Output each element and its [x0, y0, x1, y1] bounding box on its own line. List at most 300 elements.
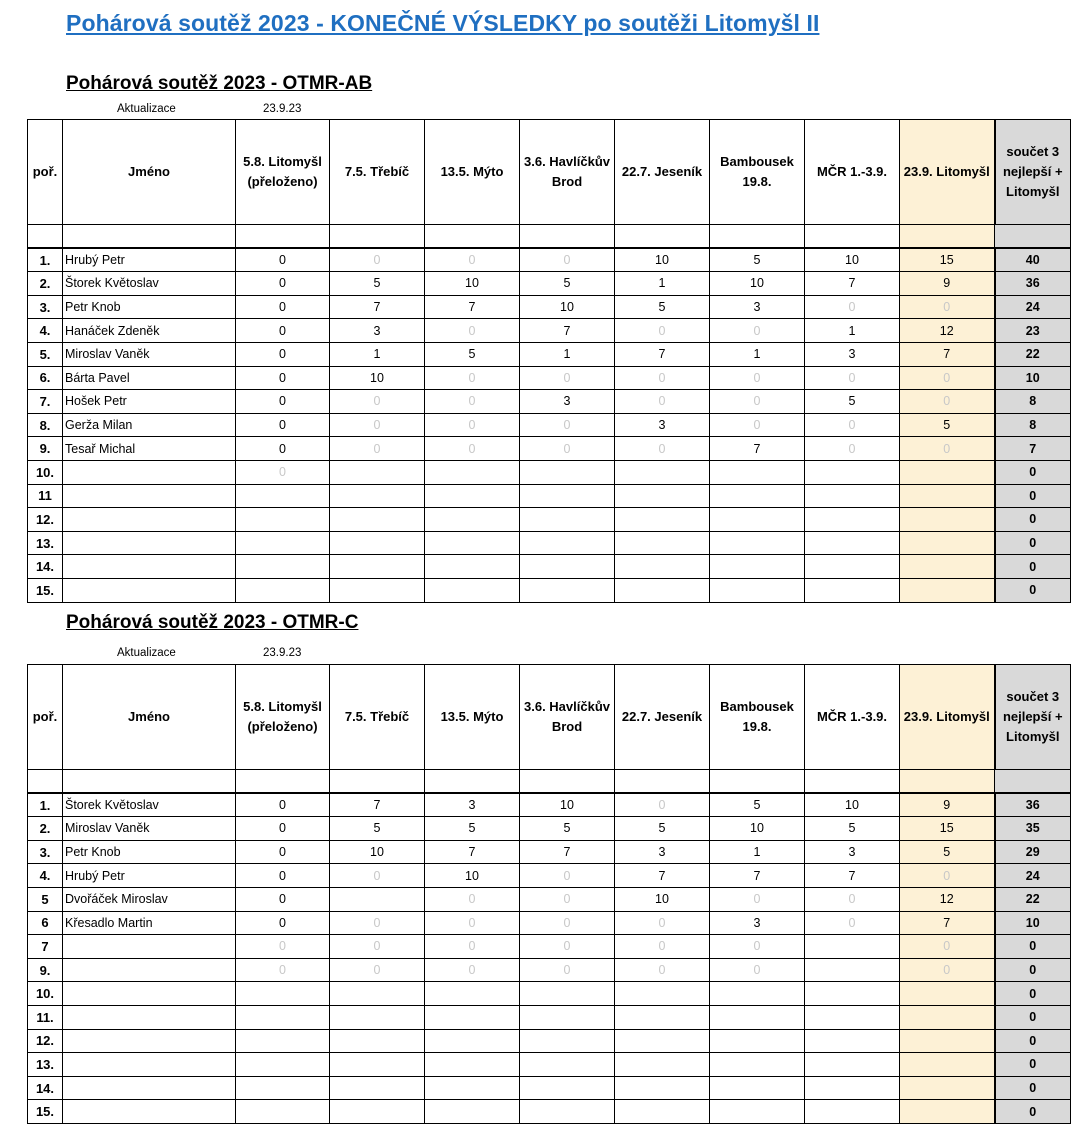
separator-cell: [63, 770, 236, 794]
score-cell: 0: [236, 887, 330, 911]
header-col-trebic: 7.5. Třebíč: [330, 665, 425, 770]
score-cell: [330, 555, 425, 579]
header-row: [28, 665, 1071, 770]
score-cell: [900, 1053, 995, 1077]
score-cell: 9: [900, 272, 995, 296]
score-cell: 0: [520, 864, 615, 888]
rank-cell: 7.: [28, 390, 63, 414]
score-cell: 0: [330, 958, 425, 982]
table-row: [28, 840, 1071, 864]
score-cell: [710, 1053, 805, 1077]
header-col-litomysl-2: 23.9. Litomyšl: [900, 665, 995, 770]
score-cell: 7: [330, 793, 425, 817]
score-cell: [425, 578, 520, 602]
score-cell: 5: [520, 817, 615, 841]
score-cell: 0: [330, 864, 425, 888]
score-cell: 0: [710, 935, 805, 959]
score-cell: 10: [615, 887, 710, 911]
total-cell: 35: [995, 817, 1071, 841]
score-cell: [425, 555, 520, 579]
score-cell: [900, 555, 995, 579]
header-col-myto: 13.5. Mýto: [425, 665, 520, 770]
score-cell: [900, 1029, 995, 1053]
score-cell: 0: [425, 413, 520, 437]
score-cell: 0: [615, 935, 710, 959]
score-cell: 0: [710, 958, 805, 982]
score-cell: [615, 1005, 710, 1029]
score-cell: 0: [710, 390, 805, 414]
score-cell: [710, 1100, 805, 1124]
name-cell: [63, 982, 236, 1006]
score-cell: 5: [805, 817, 900, 841]
page-title: Pohárová soutěž 2023 - KONEČNÉ VÝSLEDKY po soutěži Litomyšl II: [66, 10, 820, 36]
score-cell: [900, 578, 995, 602]
score-cell: 5: [425, 342, 520, 366]
name-cell: [63, 1053, 236, 1077]
score-cell: [710, 982, 805, 1006]
score-cell: [236, 1029, 330, 1053]
score-cell: [520, 1029, 615, 1053]
name-cell: Tesař Michal: [63, 437, 236, 461]
table-row: [28, 1100, 1071, 1124]
header-col-rank: poř.: [28, 665, 63, 770]
score-cell: 7: [330, 295, 425, 319]
score-cell: [615, 508, 710, 532]
rank-cell: 13.: [28, 1053, 63, 1077]
score-cell: 0: [236, 817, 330, 841]
score-cell: [615, 1100, 710, 1124]
score-cell: 3: [710, 295, 805, 319]
score-cell: [236, 1076, 330, 1100]
score-cell: 10: [805, 248, 900, 272]
rank-cell: 3.: [28, 840, 63, 864]
score-cell: [710, 1005, 805, 1029]
score-cell: [520, 555, 615, 579]
separator-cell: [995, 770, 1071, 794]
separator-cell: [425, 770, 520, 794]
table-row: [28, 555, 1071, 579]
score-cell: [615, 460, 710, 484]
name-cell: [63, 1029, 236, 1053]
score-cell: [710, 484, 805, 508]
score-cell: 3: [710, 911, 805, 935]
total-cell: 24: [995, 864, 1071, 888]
rank-cell: 8.: [28, 413, 63, 437]
score-cell: 0: [425, 248, 520, 272]
score-cell: 0: [615, 793, 710, 817]
score-cell: 0: [805, 413, 900, 437]
table-row: [28, 982, 1071, 1006]
score-cell: 0: [425, 911, 520, 935]
score-cell: 7: [425, 840, 520, 864]
name-cell: Petr Knob: [63, 840, 236, 864]
score-cell: 0: [520, 887, 615, 911]
score-cell: [236, 555, 330, 579]
score-cell: [805, 1076, 900, 1100]
score-cell: [900, 1005, 995, 1029]
rank-cell: 10.: [28, 460, 63, 484]
name-cell: Petr Knob: [63, 295, 236, 319]
score-cell: [330, 578, 425, 602]
score-cell: [330, 484, 425, 508]
score-cell: 0: [425, 887, 520, 911]
separator-cell: [900, 770, 995, 794]
separator-cell: [520, 225, 615, 249]
score-cell: 0: [236, 911, 330, 935]
name-cell: Hrubý Petr: [63, 248, 236, 272]
score-cell: 5: [425, 817, 520, 841]
score-cell: 5: [330, 817, 425, 841]
score-cell: 5: [710, 248, 805, 272]
separator-cell: [28, 770, 63, 794]
score-cell: [615, 1029, 710, 1053]
total-cell: 0: [995, 460, 1071, 484]
score-cell: 0: [236, 248, 330, 272]
score-cell: 0: [615, 319, 710, 343]
rank-cell: 1.: [28, 248, 63, 272]
score-cell: [900, 460, 995, 484]
score-cell: 0: [615, 366, 710, 390]
rank-cell: 10.: [28, 982, 63, 1006]
score-cell: 0: [520, 413, 615, 437]
score-cell: [805, 484, 900, 508]
header-col-litomysl-1: 5.8. Litomyšl (přeloženo): [236, 665, 330, 770]
score-cell: [805, 1005, 900, 1029]
name-cell: Miroslav Vaněk: [63, 342, 236, 366]
score-cell: [710, 578, 805, 602]
score-cell: [425, 484, 520, 508]
score-cell: [615, 578, 710, 602]
table-row: [28, 460, 1071, 484]
score-cell: [330, 982, 425, 1006]
rank-cell: 9.: [28, 437, 63, 461]
total-cell: 7: [995, 437, 1071, 461]
table-row: [28, 272, 1071, 296]
score-cell: 12: [900, 319, 995, 343]
score-cell: [900, 508, 995, 532]
score-cell: 0: [236, 958, 330, 982]
total-cell: 0: [995, 935, 1071, 959]
update-date: 23.9.23: [263, 647, 302, 659]
score-cell: [236, 1100, 330, 1124]
rank-cell: 3.: [28, 295, 63, 319]
score-cell: 0: [425, 437, 520, 461]
total-cell: 0: [995, 1076, 1071, 1100]
score-cell: [236, 508, 330, 532]
score-cell: 10: [805, 793, 900, 817]
score-cell: 3: [615, 413, 710, 437]
score-cell: 1: [330, 342, 425, 366]
score-cell: 3: [425, 793, 520, 817]
results-table-otmr-c: [27, 664, 1071, 1124]
score-cell: 0: [615, 958, 710, 982]
score-cell: 0: [805, 437, 900, 461]
score-cell: 0: [710, 413, 805, 437]
score-cell: [805, 578, 900, 602]
score-cell: 3: [805, 342, 900, 366]
score-cell: [710, 1076, 805, 1100]
score-cell: 7: [425, 295, 520, 319]
name-cell: Hanáček Zdeněk: [63, 319, 236, 343]
score-cell: [805, 1029, 900, 1053]
score-cell: 10: [330, 840, 425, 864]
score-cell: 3: [615, 840, 710, 864]
score-cell: 0: [805, 295, 900, 319]
score-cell: 0: [236, 366, 330, 390]
separator-cell: [805, 225, 900, 249]
score-cell: 0: [425, 390, 520, 414]
score-cell: 7: [615, 342, 710, 366]
separator-cell: [710, 770, 805, 794]
score-cell: [425, 531, 520, 555]
score-cell: [615, 484, 710, 508]
header-col-litomysl-1: 5.8. Litomyšl (přeloženo): [236, 120, 330, 225]
score-cell: [710, 460, 805, 484]
score-cell: [805, 935, 900, 959]
name-cell: Hošek Petr: [63, 390, 236, 414]
score-cell: 0: [520, 437, 615, 461]
score-cell: 0: [425, 319, 520, 343]
table-row: [28, 1029, 1071, 1053]
section-title-otmr-ab: Pohárová soutěž 2023 - OTMR-AB: [66, 73, 373, 94]
score-cell: [236, 531, 330, 555]
header-col-mcr: MČR 1.-3.9.: [805, 665, 900, 770]
score-cell: [520, 578, 615, 602]
header-col-myto: 13.5. Mýto: [425, 120, 520, 225]
header-col-rank: poř.: [28, 120, 63, 225]
header-col-mcr: MČR 1.-3.9.: [805, 120, 900, 225]
score-cell: 7: [520, 840, 615, 864]
score-cell: [615, 1053, 710, 1077]
header-col-name: Jméno: [63, 120, 236, 225]
rank-cell: 14.: [28, 555, 63, 579]
score-cell: 15: [900, 817, 995, 841]
score-cell: 0: [236, 413, 330, 437]
name-cell: Štorek Květoslav: [63, 793, 236, 817]
total-cell: 22: [995, 342, 1071, 366]
header-separator: [28, 770, 1071, 794]
score-cell: 7: [805, 864, 900, 888]
table-row: [28, 1005, 1071, 1029]
score-cell: 10: [425, 864, 520, 888]
score-cell: 10: [710, 272, 805, 296]
rank-cell: 13.: [28, 531, 63, 555]
score-cell: [520, 1100, 615, 1124]
score-cell: [425, 1029, 520, 1053]
score-cell: 10: [520, 295, 615, 319]
table-row: [28, 1076, 1071, 1100]
total-cell: 10: [995, 911, 1071, 935]
score-cell: [330, 1029, 425, 1053]
separator-cell: [236, 225, 330, 249]
score-cell: 0: [520, 958, 615, 982]
section-title-otmr-c: Pohárová soutěž 2023 - OTMR-C: [66, 612, 359, 633]
separator-cell: [710, 225, 805, 249]
score-cell: [710, 531, 805, 555]
score-cell: [425, 982, 520, 1006]
score-cell: [520, 1076, 615, 1100]
header-col-trebic: 7.5. Třebíč: [330, 120, 425, 225]
score-cell: [900, 982, 995, 1006]
score-cell: 5: [330, 272, 425, 296]
table-row: [28, 793, 1071, 817]
score-cell: [900, 1076, 995, 1100]
score-cell: [330, 1100, 425, 1124]
rank-cell: 15.: [28, 578, 63, 602]
score-cell: 9: [900, 793, 995, 817]
score-cell: 7: [520, 319, 615, 343]
score-cell: [425, 1076, 520, 1100]
header-col-havlickuv-brod: 3.6. Havlíčkův Brod: [520, 120, 615, 225]
score-cell: 0: [805, 887, 900, 911]
score-cell: 5: [805, 390, 900, 414]
header-col-name: Jméno: [63, 665, 236, 770]
score-cell: [520, 1005, 615, 1029]
score-cell: 3: [330, 319, 425, 343]
rank-cell: 7: [28, 935, 63, 959]
name-cell: [63, 578, 236, 602]
score-cell: 0: [330, 248, 425, 272]
score-cell: [520, 982, 615, 1006]
score-cell: [805, 555, 900, 579]
total-cell: 10: [995, 366, 1071, 390]
score-cell: [236, 982, 330, 1006]
total-cell: 0: [995, 1029, 1071, 1053]
header-separator: [28, 225, 1071, 249]
table-row: [28, 437, 1071, 461]
table-row: [28, 248, 1071, 272]
table-row: [28, 342, 1071, 366]
total-cell: 23: [995, 319, 1071, 343]
separator-cell: [330, 770, 425, 794]
score-cell: [805, 982, 900, 1006]
update-label: Aktualizace: [117, 103, 176, 115]
rank-cell: 2.: [28, 272, 63, 296]
total-cell: 0: [995, 508, 1071, 532]
table-row: [28, 319, 1071, 343]
score-cell: [330, 460, 425, 484]
name-cell: [63, 460, 236, 484]
total-cell: 24: [995, 295, 1071, 319]
total-cell: 0: [995, 982, 1071, 1006]
score-cell: [330, 1005, 425, 1029]
name-cell: Dvořáček Miroslav: [63, 887, 236, 911]
score-cell: [900, 531, 995, 555]
score-cell: 0: [900, 958, 995, 982]
header-col-litomysl-2: 23.9. Litomyšl: [900, 120, 995, 225]
table-row: [28, 366, 1071, 390]
name-cell: [63, 1076, 236, 1100]
separator-cell: [900, 225, 995, 249]
name-cell: [63, 484, 236, 508]
header-col-havlickuv-brod: 3.6. Havlíčkův Brod: [520, 665, 615, 770]
score-cell: 12: [900, 887, 995, 911]
score-cell: 1: [615, 272, 710, 296]
score-cell: 0: [520, 248, 615, 272]
name-cell: [63, 1100, 236, 1124]
score-cell: 0: [520, 366, 615, 390]
score-cell: [520, 508, 615, 532]
table-row: [28, 911, 1071, 935]
score-cell: [710, 1029, 805, 1053]
score-cell: 0: [710, 887, 805, 911]
header-col-total: součet 3 nejlepší + Litomyšl: [995, 120, 1071, 225]
total-cell: 0: [995, 1053, 1071, 1077]
header-row: [28, 120, 1071, 225]
score-cell: [330, 1076, 425, 1100]
header-col-jesenik: 22.7. Jeseník: [615, 120, 710, 225]
score-cell: [330, 508, 425, 532]
score-cell: 0: [805, 911, 900, 935]
name-cell: Štorek Květoslav: [63, 272, 236, 296]
score-cell: [330, 887, 425, 911]
score-cell: [805, 1100, 900, 1124]
score-cell: [520, 484, 615, 508]
score-cell: 0: [236, 319, 330, 343]
rank-cell: 15.: [28, 1100, 63, 1124]
update-date: 23.9.23: [263, 103, 302, 115]
table-row: [28, 958, 1071, 982]
score-cell: [900, 484, 995, 508]
name-cell: [63, 958, 236, 982]
score-cell: 0: [330, 390, 425, 414]
rank-cell: 6: [28, 911, 63, 935]
score-cell: [615, 982, 710, 1006]
score-cell: 0: [900, 437, 995, 461]
score-cell: 0: [236, 864, 330, 888]
score-cell: [805, 508, 900, 532]
rank-cell: 5: [28, 887, 63, 911]
header-col-bambousek: Bambousek 19.8.: [710, 120, 805, 225]
score-cell: [805, 1053, 900, 1077]
score-cell: 0: [520, 935, 615, 959]
score-cell: [425, 1053, 520, 1077]
separator-cell: [615, 225, 710, 249]
rank-cell: 14.: [28, 1076, 63, 1100]
total-cell: 0: [995, 958, 1071, 982]
total-cell: 22: [995, 887, 1071, 911]
score-cell: 7: [710, 864, 805, 888]
rank-cell: 11: [28, 484, 63, 508]
score-cell: 0: [615, 437, 710, 461]
score-cell: 1: [520, 342, 615, 366]
score-cell: 0: [425, 366, 520, 390]
score-cell: 0: [615, 390, 710, 414]
table-row: [28, 864, 1071, 888]
name-cell: [63, 555, 236, 579]
score-cell: 0: [425, 935, 520, 959]
separator-cell: [425, 225, 520, 249]
table-row: [28, 413, 1071, 437]
score-cell: [236, 484, 330, 508]
score-cell: 5: [900, 413, 995, 437]
name-cell: Gerža Milan: [63, 413, 236, 437]
total-cell: 0: [995, 555, 1071, 579]
score-cell: 7: [900, 911, 995, 935]
score-cell: 0: [330, 413, 425, 437]
score-cell: [425, 1005, 520, 1029]
total-cell: 0: [995, 578, 1071, 602]
score-cell: 0: [900, 864, 995, 888]
total-cell: 36: [995, 793, 1071, 817]
score-cell: [425, 460, 520, 484]
rank-cell: 9.: [28, 958, 63, 982]
score-cell: 0: [236, 437, 330, 461]
score-cell: [330, 1053, 425, 1077]
total-cell: 29: [995, 840, 1071, 864]
name-cell: Hrubý Petr: [63, 864, 236, 888]
name-cell: Křesadlo Martin: [63, 911, 236, 935]
